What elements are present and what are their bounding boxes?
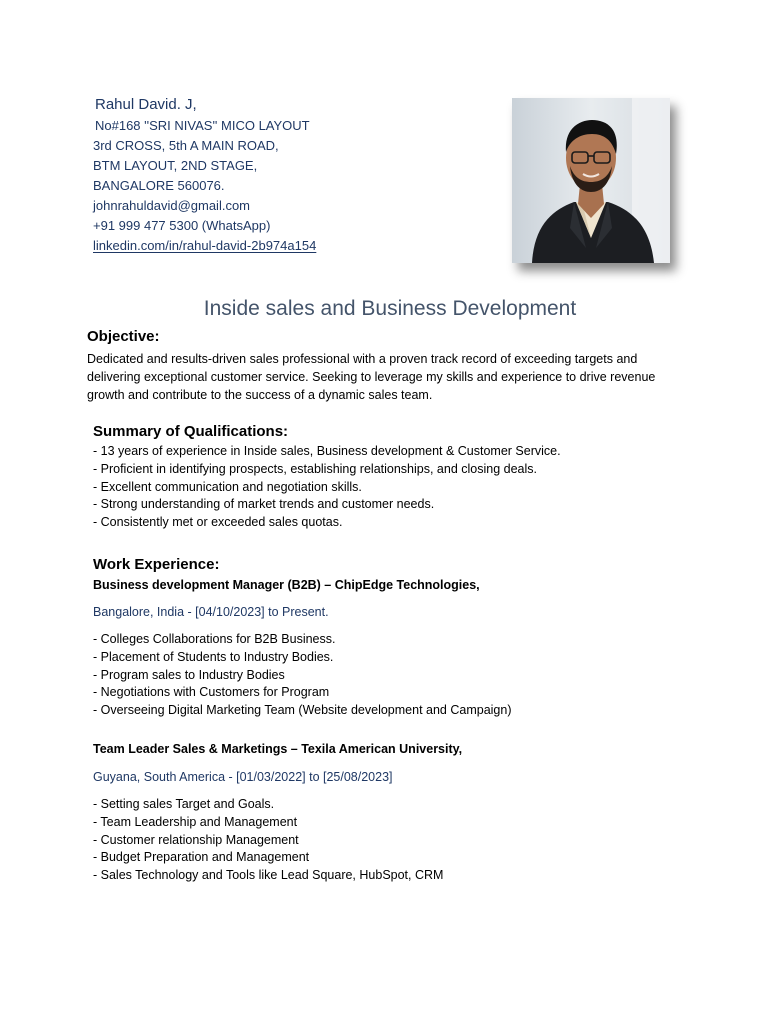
- profile-photo: [512, 98, 670, 263]
- list-item: - Setting sales Target and Goals.: [93, 797, 275, 811]
- phone-text: +91 999 477 5300 (WhatsApp): [93, 218, 271, 233]
- job-2-list: [93, 796, 693, 885]
- list-item: - Excellent communication and negotiation skills.: [93, 479, 362, 494]
- address-line-3: BTM LAYOUT, 2ND STAGE,: [93, 158, 258, 173]
- list-item: - Consistently met or exceeded sales quotas.: [93, 515, 343, 530]
- email-text: johnrahuldavid@gmail.com: [93, 198, 250, 213]
- list-item: - Overseeing Digital Marketing Team (Website development and Campaign): [93, 703, 512, 718]
- list-item: - Proficient in identifying prospects, establishing relationships, and closing deals.: [93, 461, 537, 476]
- summary-list: [93, 443, 693, 532]
- address-line-1: No#168 ''SRI NIVAS'' MICO LAYOUT: [95, 118, 310, 133]
- linkedin-link[interactable]: linkedin.com/in/rahul-david-2b974a154: [93, 238, 317, 253]
- job-meta-1: Bangalore, India - [04/10/2023] to Present.: [93, 605, 329, 619]
- list-item: - Sales Technology and Tools like Lead Square, HubSpot, CRM: [93, 868, 444, 883]
- list-item: - Negotiations with Customers for Program: [93, 685, 330, 700]
- objective-text: Dedicated and results-driven sales professional with a proven track record of exceeding targets and delivering exceptional customer service. Seeking to leverage my skills and experience to drive revenue growth and contribute to the success of a dynamic sales team.: [87, 352, 656, 402]
- objective-heading: Objective:: [87, 328, 160, 345]
- address-line-2: 3rd CROSS, 5th A MAIN ROAD,: [93, 138, 279, 153]
- job-meta-2: Guyana, South America - [01/03/2022] to [25/08/2023]: [93, 770, 393, 784]
- list-item: - Budget Preparation and Management: [93, 850, 310, 865]
- list-item: - Colleges Collaborations for B2B Business.: [93, 632, 336, 646]
- list-item: - Team Leadership and Management: [93, 814, 298, 829]
- candidate-name: Rahul David. J,: [95, 96, 197, 113]
- job-title-2: Team Leader Sales & Marketings – Texila American University,: [93, 742, 463, 756]
- work-heading: Work Experience:: [93, 556, 220, 573]
- summary-heading: Summary of Qualifications:: [93, 423, 289, 440]
- list-item: - 13 years of experience in Inside sales, Business development & Customer Service.: [93, 444, 561, 458]
- list-item: - Strong understanding of market trends and customer needs.: [93, 497, 435, 512]
- list-item: - Customer relationship Management: [93, 832, 299, 847]
- list-item: - Program sales to Industry Bodies: [93, 667, 285, 682]
- job-1-list: [93, 631, 693, 720]
- list-item: - Placement of Students to Industry Bodies.: [93, 649, 334, 664]
- profile-photo-illustration: [512, 98, 670, 263]
- address-line-4: BANGALORE 560076.: [93, 178, 225, 193]
- job-title-1: Business development Manager (B2B) – ChipEdge Technologies,: [93, 578, 480, 592]
- headline-title: Inside sales and Business Development: [203, 297, 577, 320]
- contact-block: [93, 94, 493, 256]
